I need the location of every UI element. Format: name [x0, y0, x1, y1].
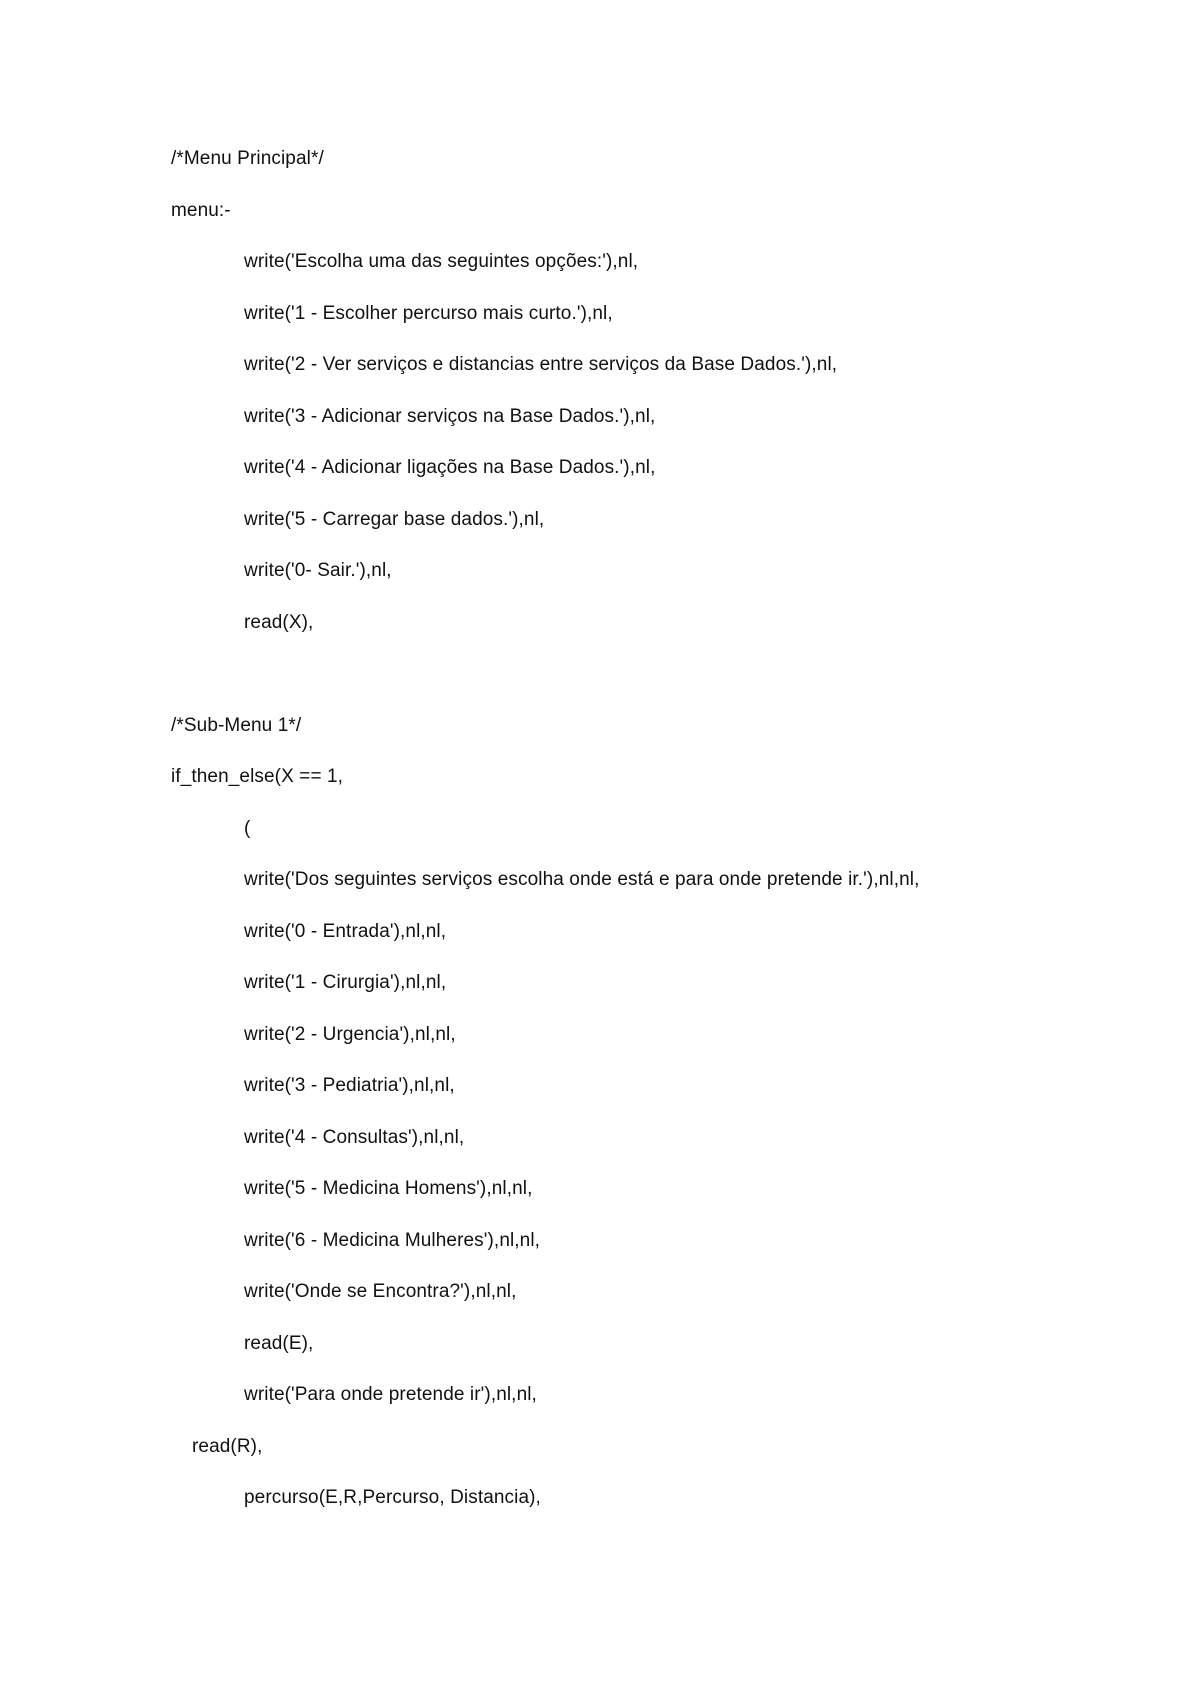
- code-line: write('1 - Escolher percurso mais curto.'),nl,: [244, 303, 613, 324]
- code-line: read(R),: [192, 1436, 263, 1457]
- code-line: (: [244, 818, 251, 839]
- code-line: write('6 - Medicina Mulheres'),nl,nl,: [244, 1230, 541, 1251]
- code-line: write('Escolha uma das seguintes opções:'),nl,: [244, 251, 639, 272]
- code-comment-main-menu: /*Menu Principal*/: [171, 148, 324, 169]
- code-line: write('4 - Adicionar ligações na Base Dados.'),nl,: [244, 457, 656, 478]
- code-line: write('3 - Pediatria'),nl,nl,: [244, 1075, 455, 1096]
- code-line: menu:-: [171, 200, 231, 221]
- code-line: write('5 - Medicina Homens'),nl,nl,: [244, 1178, 533, 1199]
- code-line: percurso(E,R,Percurso, Distancia),: [244, 1487, 541, 1508]
- code-line: write('2 - Urgencia'),nl,nl,: [244, 1024, 456, 1045]
- code-line: write('Para onde pretende ir'),nl,nl,: [244, 1384, 537, 1405]
- code-line: read(X),: [244, 612, 314, 633]
- code-line: write('1 - Cirurgia'),nl,nl,: [244, 972, 447, 993]
- code-line: write('0- Sair.'),nl,: [244, 560, 392, 581]
- code-line: write('4 - Consultas'),nl,nl,: [244, 1127, 465, 1148]
- code-line: write('Dos seguintes serviços escolha onde está e para onde pretende ir.'),nl,nl,: [244, 869, 920, 890]
- code-line: write('3 - Adicionar serviços na Base Dados.'),nl,: [244, 406, 656, 427]
- code-line: write('2 - Ver serviços e distancias entre serviços da Base Dados.'),nl,: [244, 354, 838, 375]
- code-line: write('5 - Carregar base dados.'),nl,: [244, 509, 545, 530]
- code-comment-sub-menu: /*Sub-Menu 1*/: [171, 715, 302, 736]
- code-line: write('0 - Entrada'),nl,nl,: [244, 921, 447, 942]
- code-line: read(E),: [244, 1333, 314, 1354]
- code-line: write('Onde se Encontra?'),nl,nl,: [244, 1281, 517, 1302]
- code-line: if_then_else(X == 1,: [171, 766, 344, 787]
